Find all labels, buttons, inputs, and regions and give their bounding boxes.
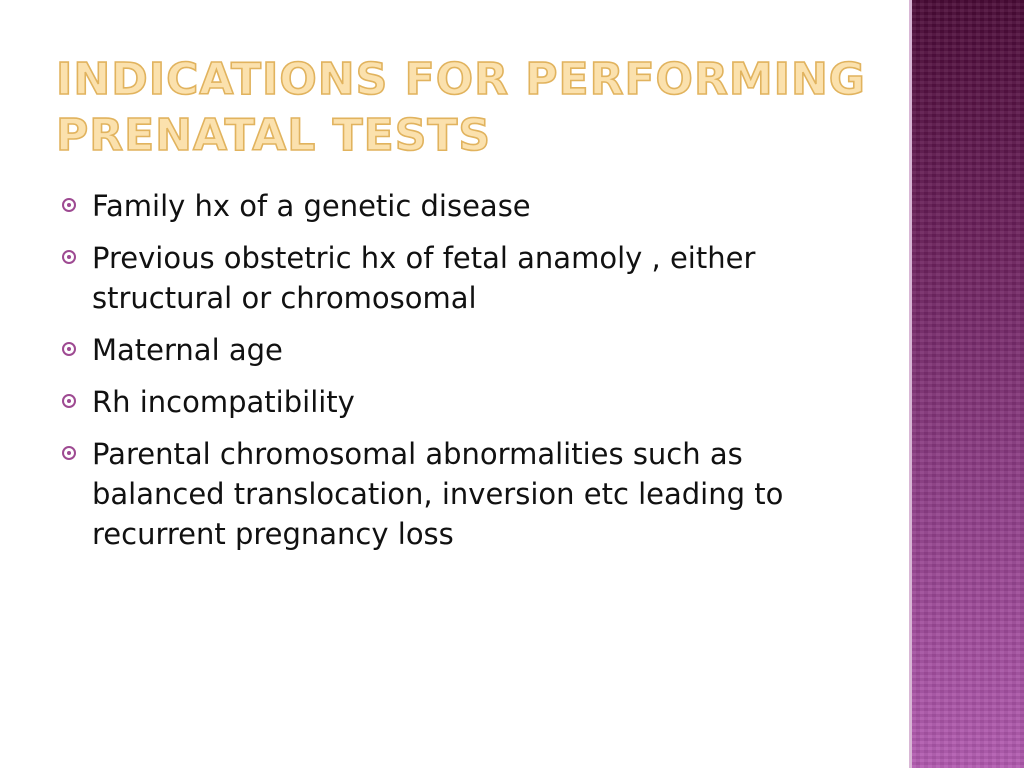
target-bullet-icon: [62, 446, 76, 460]
target-bullet-icon: [62, 342, 76, 356]
bullet-item: [62, 238, 862, 318]
target-bullet-icon: [62, 250, 76, 264]
bullet-item: [62, 186, 862, 226]
slide-title: INDICATIONS FOR PERFORMING PRENATAL TESTS: [56, 54, 866, 161]
bullet-item: [62, 382, 862, 422]
decorative-side-band: [912, 0, 1024, 768]
bullet-item: [62, 434, 862, 554]
bullet-text: Maternal age: [92, 333, 283, 367]
bullet-list: [62, 186, 862, 566]
target-bullet-icon: [62, 198, 76, 212]
bullet-item: [62, 330, 862, 370]
bullet-text: Rh incompatibility: [92, 385, 355, 419]
bullet-text: Family hx of a genetic disease: [92, 189, 531, 223]
bullet-text: Previous obstetric hx of fetal anamoly , either structural or chromosomal: [92, 241, 756, 315]
target-bullet-icon: [62, 394, 76, 408]
bullet-text: Parental chromosomal abnormalities such as balanced translocation, inversion etc leading to recurrent pregnancy loss: [92, 437, 784, 551]
